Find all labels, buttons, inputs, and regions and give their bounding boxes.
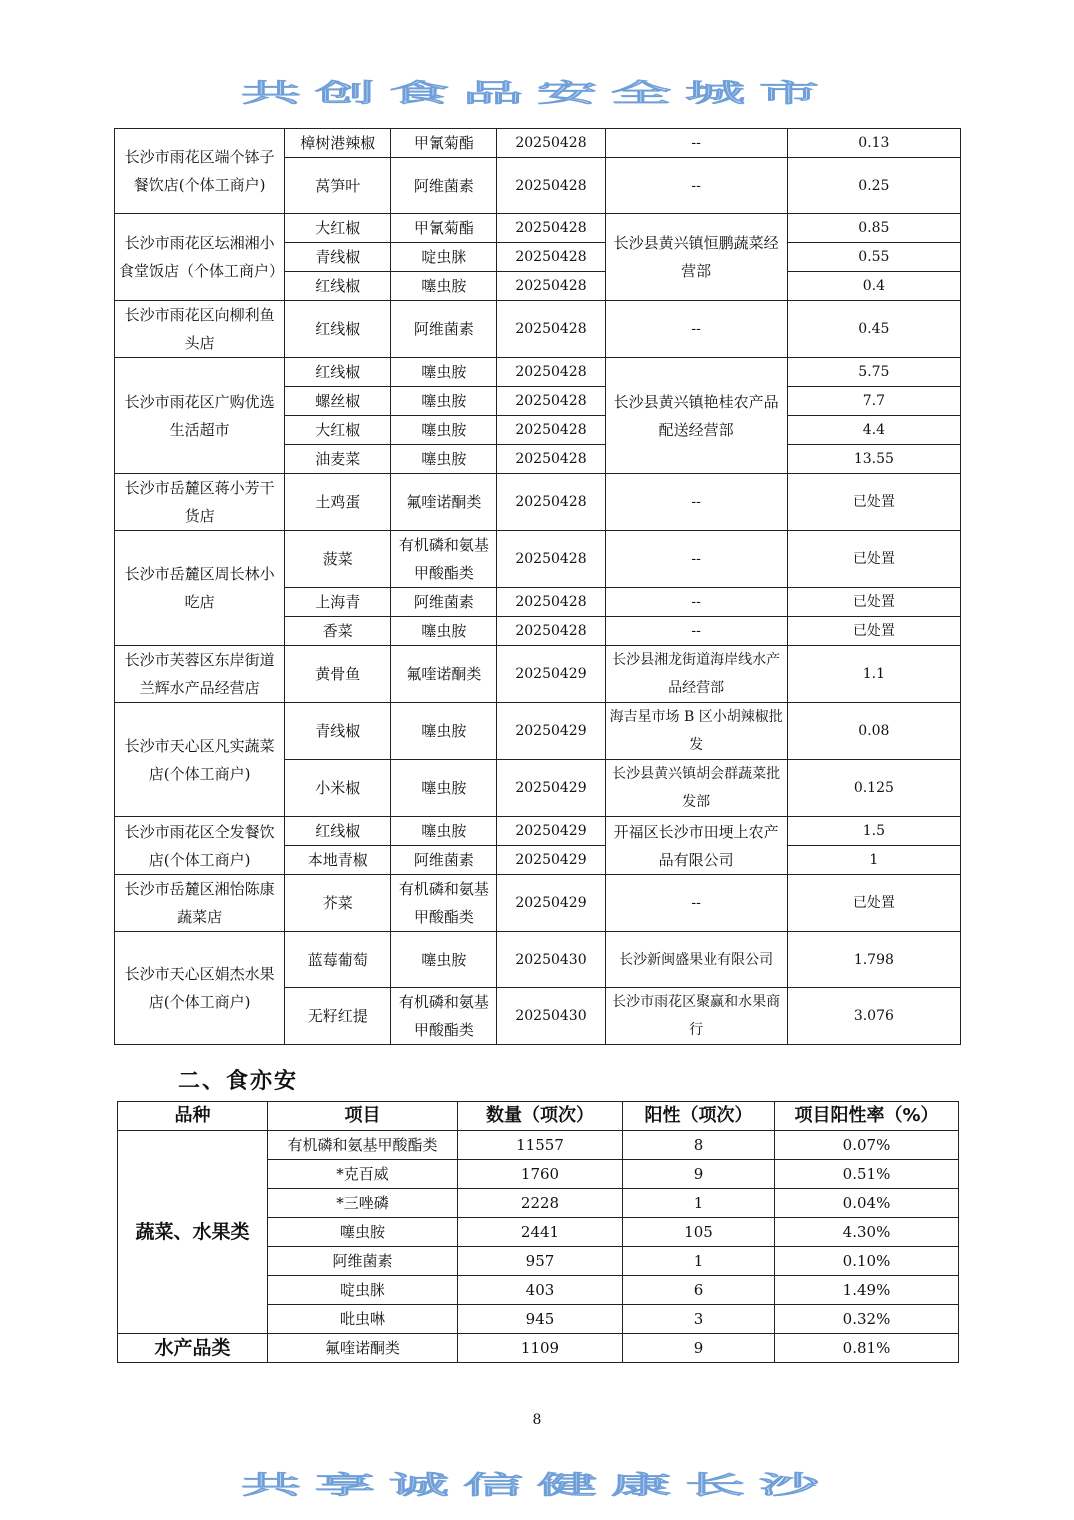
summary-positive: 1 bbox=[623, 1247, 775, 1276]
summary-row bbox=[118, 1131, 959, 1160]
test-item: 阿维菌素 bbox=[391, 301, 497, 358]
result-value: 3.076 bbox=[787, 988, 960, 1045]
results-table bbox=[114, 128, 961, 1045]
summary-item: 氟喹诺酮类 bbox=[268, 1334, 458, 1363]
summary-item: 阿维菌素 bbox=[268, 1247, 458, 1276]
result-value: 0.25 bbox=[787, 158, 960, 214]
product: 本地青椒 bbox=[285, 846, 391, 875]
result-value: 0.125 bbox=[787, 760, 960, 817]
summary-rate: 0.07% bbox=[775, 1131, 959, 1160]
supplier: 长沙县黄兴镇恒鹏蔬菜经营部 bbox=[605, 214, 787, 301]
supplier: -- bbox=[605, 617, 787, 646]
summary-positive: 9 bbox=[623, 1160, 775, 1189]
test-item: 阿维菌素 bbox=[391, 588, 497, 617]
result-value: 0.13 bbox=[787, 129, 960, 158]
shop-name: 长沙市雨花区坛湘湘小食堂饭店（个体工商户） bbox=[115, 214, 285, 301]
result-value: 5.75 bbox=[787, 358, 960, 387]
product: 樟树港辣椒 bbox=[285, 129, 391, 158]
summary-item: *三唑磷 bbox=[268, 1189, 458, 1218]
sample-date: 20250428 bbox=[497, 158, 605, 214]
test-item: 噻虫胺 bbox=[391, 445, 497, 474]
sample-date: 20250429 bbox=[497, 703, 605, 760]
result-value: 0.45 bbox=[787, 301, 960, 358]
result-value: 1.5 bbox=[787, 817, 960, 846]
test-item: 有机磷和氨基甲酸酯类 bbox=[391, 875, 497, 932]
result-value: 已处置 bbox=[787, 531, 960, 588]
supplier: -- bbox=[605, 301, 787, 358]
summary-count: 403 bbox=[458, 1276, 623, 1305]
sample-date: 20250429 bbox=[497, 817, 605, 846]
supplier: -- bbox=[605, 875, 787, 932]
sample-date: 20250430 bbox=[497, 932, 605, 988]
summary-count: 1109 bbox=[458, 1334, 623, 1363]
table-row bbox=[115, 474, 961, 531]
summary-item: 有机磷和氨基甲酸酯类 bbox=[268, 1131, 458, 1160]
summary-rate: 0.51% bbox=[775, 1160, 959, 1189]
product: 红线椒 bbox=[285, 817, 391, 846]
result-value: 已处置 bbox=[787, 474, 960, 531]
header-item: 项目 bbox=[268, 1102, 458, 1131]
category-cell: 水产品类 bbox=[118, 1334, 268, 1363]
table-row bbox=[115, 875, 961, 932]
test-item: 噻虫胺 bbox=[391, 387, 497, 416]
product: 大红椒 bbox=[285, 416, 391, 445]
summary-rate: 4.30% bbox=[775, 1218, 959, 1247]
shop-name: 长沙市岳麓区蒋小芳干货店 bbox=[115, 474, 285, 531]
product: 螺丝椒 bbox=[285, 387, 391, 416]
summary-item: *克百威 bbox=[268, 1160, 458, 1189]
table-row bbox=[115, 817, 961, 846]
test-item: 噻虫胺 bbox=[391, 416, 497, 445]
sample-date: 20250428 bbox=[497, 129, 605, 158]
supplier: -- bbox=[605, 474, 787, 531]
sample-date: 20250428 bbox=[497, 214, 605, 243]
product: 菠菜 bbox=[285, 531, 391, 588]
shop-name: 长沙市芙蓉区东岸街道兰辉水产品经营店 bbox=[115, 646, 285, 703]
product: 红线椒 bbox=[285, 358, 391, 387]
shop-name: 长沙市雨花区向柳利鱼头店 bbox=[115, 301, 285, 358]
product: 莴笋叶 bbox=[285, 158, 391, 214]
product: 小米椒 bbox=[285, 760, 391, 817]
test-item: 有机磷和氨基甲酸酯类 bbox=[391, 531, 497, 588]
product: 青线椒 bbox=[285, 243, 391, 272]
sample-date: 20250428 bbox=[497, 588, 605, 617]
sample-date: 20250429 bbox=[497, 760, 605, 817]
sample-date: 20250428 bbox=[497, 243, 605, 272]
shop-name: 长沙市天心区娟杰水果店(个体工商户) bbox=[115, 932, 285, 1045]
product: 芥菜 bbox=[285, 875, 391, 932]
category-cell: 蔬菜、水果类 bbox=[118, 1131, 268, 1334]
supplier: -- bbox=[605, 531, 787, 588]
test-item: 有机磷和氨基甲酸酯类 bbox=[391, 988, 497, 1045]
sample-date: 20250428 bbox=[497, 387, 605, 416]
summary-count: 1760 bbox=[458, 1160, 623, 1189]
test-item: 噻虫胺 bbox=[391, 617, 497, 646]
table-row bbox=[115, 129, 961, 158]
summary-item: 啶虫脒 bbox=[268, 1276, 458, 1305]
sample-date: 20250428 bbox=[497, 272, 605, 301]
product: 无籽红提 bbox=[285, 988, 391, 1045]
test-item: 甲氰菊酯 bbox=[391, 214, 497, 243]
result-value: 0.4 bbox=[787, 272, 960, 301]
summary-header-row bbox=[118, 1102, 959, 1131]
table-row bbox=[115, 932, 961, 988]
supplier: -- bbox=[605, 588, 787, 617]
summary-row bbox=[118, 1334, 959, 1363]
product: 蓝莓葡萄 bbox=[285, 932, 391, 988]
product: 青线椒 bbox=[285, 703, 391, 760]
header-category: 品种 bbox=[118, 1102, 268, 1131]
summary-positive: 6 bbox=[623, 1276, 775, 1305]
result-value: 13.55 bbox=[787, 445, 960, 474]
sample-date: 20250428 bbox=[497, 617, 605, 646]
supplier: 海吉星市场 B 区小胡辣椒批发 bbox=[605, 703, 787, 760]
supplier: 长沙县湘龙街道海岸线水产品经营部 bbox=[605, 646, 787, 703]
summary-rate: 0.04% bbox=[775, 1189, 959, 1218]
shop-name: 长沙市天心区凡实蔬菜店(个体工商户) bbox=[115, 703, 285, 817]
shop-name: 长沙市岳麓区湘怡陈康蔬菜店 bbox=[115, 875, 285, 932]
header-count: 数量（项次） bbox=[458, 1102, 623, 1131]
summary-count: 11557 bbox=[458, 1131, 623, 1160]
result-value: 7.7 bbox=[787, 387, 960, 416]
summary-positive: 105 bbox=[623, 1218, 775, 1247]
test-item: 噻虫胺 bbox=[391, 932, 497, 988]
test-item: 噻虫胺 bbox=[391, 703, 497, 760]
shop-name: 长沙市雨花区广购优选生活超市 bbox=[115, 358, 285, 474]
supplier: -- bbox=[605, 158, 787, 214]
result-value: 已处置 bbox=[787, 588, 960, 617]
test-item: 阿维菌素 bbox=[391, 846, 497, 875]
test-item: 氟喹诺酮类 bbox=[391, 474, 497, 531]
summary-count: 2228 bbox=[458, 1189, 623, 1218]
supplier: 长沙县黄兴镇艳桂农产品配送经营部 bbox=[605, 358, 787, 474]
sample-date: 20250428 bbox=[497, 358, 605, 387]
result-value: 1.1 bbox=[787, 646, 960, 703]
summary-positive: 3 bbox=[623, 1305, 775, 1334]
table-row bbox=[115, 531, 961, 588]
supplier: -- bbox=[605, 129, 787, 158]
header-positive: 阳性（项次） bbox=[623, 1102, 775, 1131]
summary-table bbox=[117, 1101, 959, 1363]
sample-date: 20250428 bbox=[497, 445, 605, 474]
result-value: 4.4 bbox=[787, 416, 960, 445]
sample-date: 20250428 bbox=[497, 416, 605, 445]
result-value: 0.08 bbox=[787, 703, 960, 760]
summary-rate: 1.49% bbox=[775, 1276, 959, 1305]
product: 土鸡蛋 bbox=[285, 474, 391, 531]
summary-item: 噻虫胺 bbox=[268, 1218, 458, 1247]
product: 上海青 bbox=[285, 588, 391, 617]
supplier: 开福区长沙市田埂上农产品有限公司 bbox=[605, 817, 787, 875]
header-rate: 项目阳性率（%） bbox=[775, 1102, 959, 1131]
footer-banner: 共享诚信健康长沙 bbox=[241, 1470, 833, 1500]
section-title: 二、食亦安 bbox=[178, 1069, 299, 1094]
summary-rate: 0.10% bbox=[775, 1247, 959, 1276]
product: 红线椒 bbox=[285, 272, 391, 301]
summary-count: 2441 bbox=[458, 1218, 623, 1247]
product: 黄骨鱼 bbox=[285, 646, 391, 703]
table-row bbox=[115, 646, 961, 703]
header-banner: 共创食品安全城市 bbox=[241, 78, 833, 108]
result-value: 0.55 bbox=[787, 243, 960, 272]
test-item: 噻虫胺 bbox=[391, 760, 497, 817]
summary-positive: 8 bbox=[623, 1131, 775, 1160]
sample-date: 20250428 bbox=[497, 531, 605, 588]
shop-name: 长沙市雨花区仝发餐饮店(个体工商户) bbox=[115, 817, 285, 875]
sample-date: 20250429 bbox=[497, 646, 605, 703]
supplier: 长沙市雨花区聚赢和水果商行 bbox=[605, 988, 787, 1045]
table-row bbox=[115, 301, 961, 358]
summary-positive: 1 bbox=[623, 1189, 775, 1218]
summary-count: 945 bbox=[458, 1305, 623, 1334]
summary-item: 吡虫啉 bbox=[268, 1305, 458, 1334]
shop-name: 长沙市岳麓区周长林小吃店 bbox=[115, 531, 285, 646]
sample-date: 20250428 bbox=[497, 301, 605, 358]
product: 油麦菜 bbox=[285, 445, 391, 474]
test-item: 甲氰菊酯 bbox=[391, 129, 497, 158]
summary-rate: 0.32% bbox=[775, 1305, 959, 1334]
result-value: 0.85 bbox=[787, 214, 960, 243]
summary-rate: 0.81% bbox=[775, 1334, 959, 1363]
test-item: 阿维菌素 bbox=[391, 158, 497, 214]
supplier: 长沙县黄兴镇胡会群蔬菜批发部 bbox=[605, 760, 787, 817]
sample-date: 20250429 bbox=[497, 875, 605, 932]
result-value: 1 bbox=[787, 846, 960, 875]
sample-date: 20250430 bbox=[497, 988, 605, 1045]
supplier: 长沙新闽盛果业有限公司 bbox=[605, 932, 787, 988]
result-value: 已处置 bbox=[787, 617, 960, 646]
sample-date: 20250428 bbox=[497, 474, 605, 531]
table-row bbox=[115, 358, 961, 387]
test-item: 氟喹诺酮类 bbox=[391, 646, 497, 703]
page-number: 8 bbox=[532, 1412, 542, 1428]
test-item: 噻虫胺 bbox=[391, 358, 497, 387]
result-value: 已处置 bbox=[787, 875, 960, 932]
product: 香菜 bbox=[285, 617, 391, 646]
sample-date: 20250429 bbox=[497, 846, 605, 875]
test-item: 啶虫脒 bbox=[391, 243, 497, 272]
table-row bbox=[115, 703, 961, 760]
summary-positive: 9 bbox=[623, 1334, 775, 1363]
result-value: 1.798 bbox=[787, 932, 960, 988]
summary-count: 957 bbox=[458, 1247, 623, 1276]
test-item: 噻虫胺 bbox=[391, 272, 497, 301]
table-row bbox=[115, 214, 961, 243]
product: 红线椒 bbox=[285, 301, 391, 358]
product: 大红椒 bbox=[285, 214, 391, 243]
shop-name: 长沙市雨花区端个钵子餐饮店(个体工商户) bbox=[115, 129, 285, 214]
test-item: 噻虫胺 bbox=[391, 817, 497, 846]
